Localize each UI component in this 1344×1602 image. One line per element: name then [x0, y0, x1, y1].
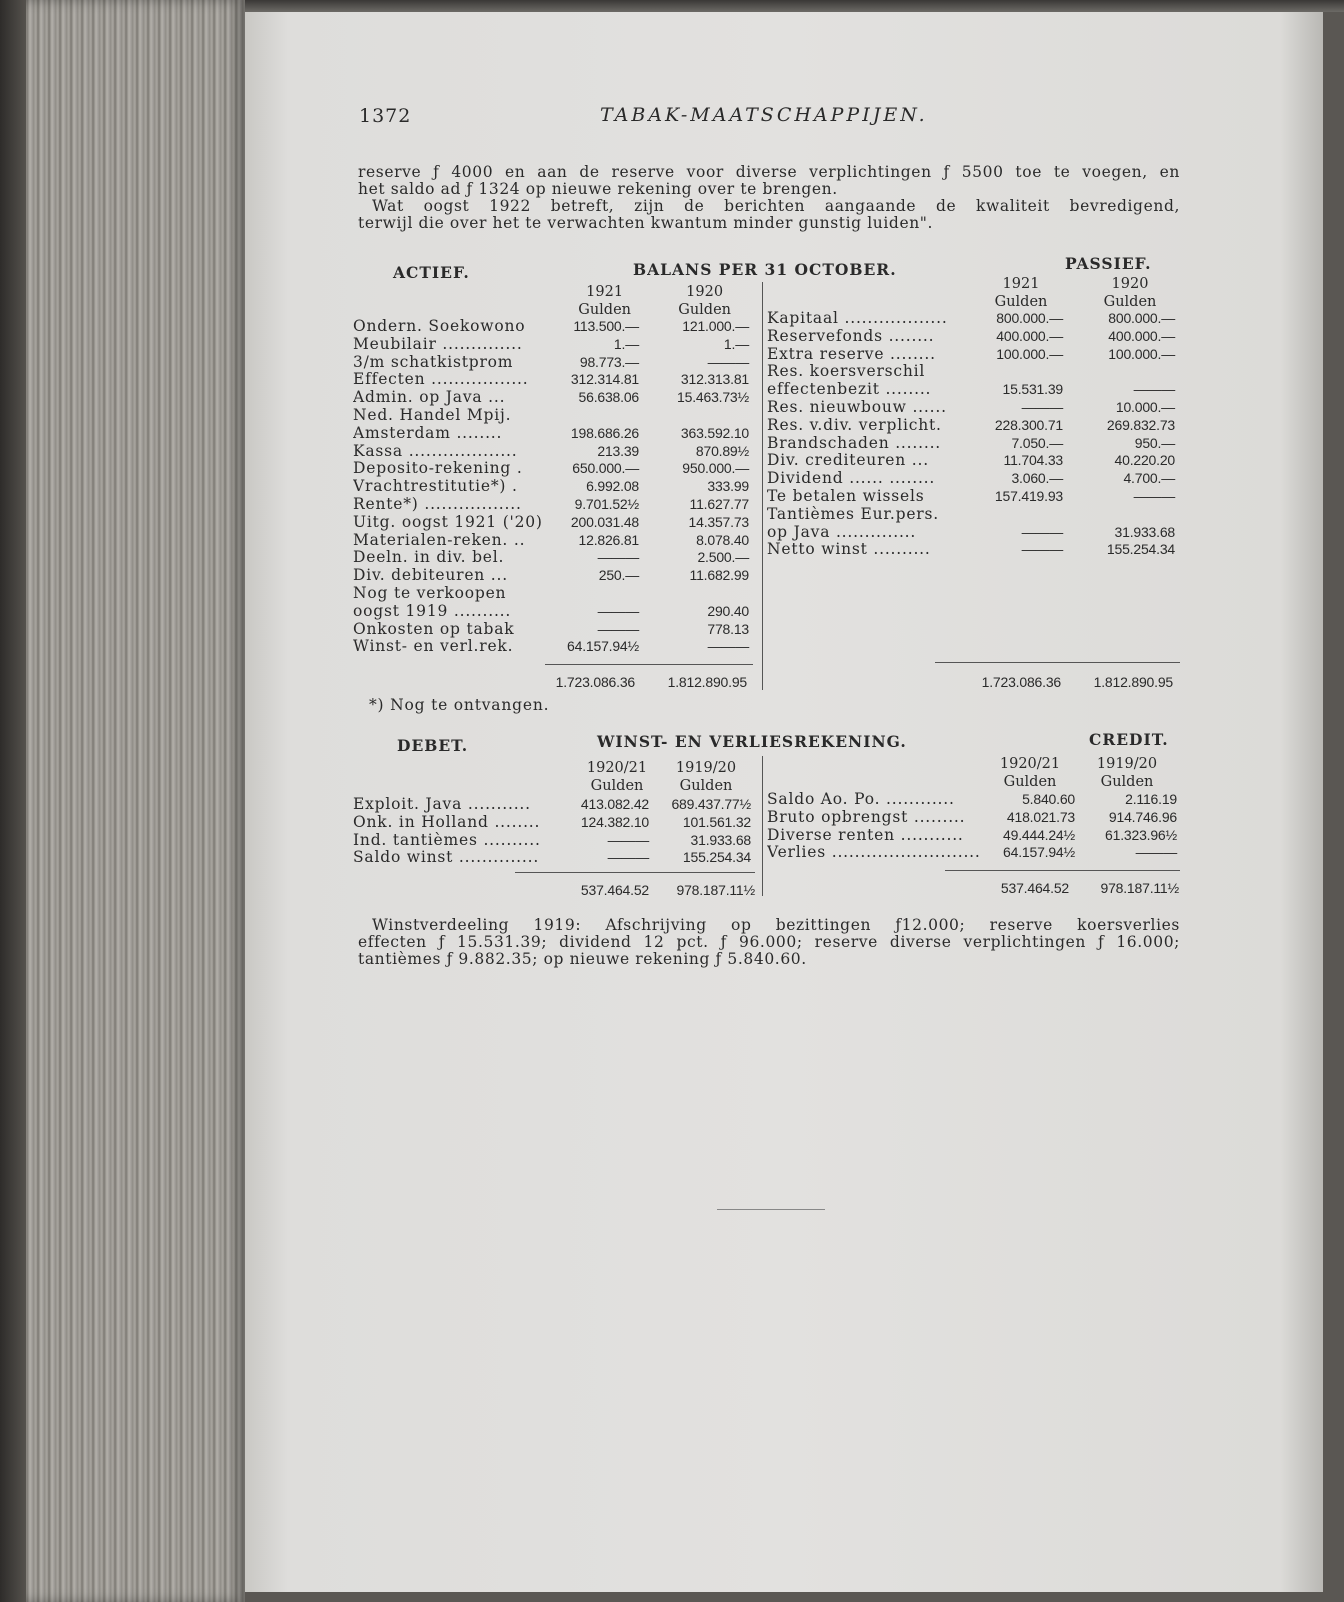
row-value: 6.992.08 — [586, 478, 639, 495]
row-label: Te betalen wissels — [767, 487, 925, 505]
row-label: Deposito-rekening . — [353, 460, 523, 478]
row-label: Brandschaden ........ — [767, 434, 942, 452]
row-label: Deeln. in div. bel. — [353, 549, 505, 567]
table-row — [767, 363, 1175, 381]
row-value: 400.000.— — [996, 327, 1063, 344]
pl-credit-table — [767, 791, 1177, 862]
row-label: Res. nieuwbouw ...... — [767, 398, 947, 416]
total-value: 978.187.11½ — [1100, 880, 1179, 896]
row-value: 2.116.19 — [1125, 791, 1177, 807]
credit-total-rule — [945, 870, 1180, 871]
row-value: 100.000.— — [1108, 345, 1175, 362]
table-row — [353, 849, 751, 867]
row-value: 413.082.42 — [580, 796, 649, 812]
row-value: 870.89½ — [695, 442, 749, 459]
unit-header: Gulden — [678, 301, 731, 318]
book-page-edges — [0, 0, 245, 1602]
row-value — [1063, 506, 1175, 524]
row-value: 418.021.73 — [1006, 808, 1075, 825]
row-label: Dividend ...... ........ — [767, 470, 936, 488]
total-value: 1.723.086.36 — [555, 674, 635, 690]
row-value: 64.157.94½ — [567, 638, 639, 655]
table-row — [353, 318, 749, 336]
pl-debet-label: DEBET. — [397, 736, 469, 755]
unit-header: Gulden — [1100, 773, 1154, 790]
closing-line: Winstverdeeling 1919: Afschrijving op bezittingen ƒ12.000; reserve koersverlies — [372, 916, 1180, 934]
year-header: 1921 — [586, 284, 624, 300]
row-label: Vrachtrestitutie*) . — [353, 478, 518, 496]
unit-header: Gulden — [994, 293, 1048, 310]
row-value: 15.463.73½ — [677, 389, 749, 406]
document-page — [245, 12, 1323, 1592]
table-row — [767, 417, 1175, 435]
row-label: Amsterdam ........ — [353, 424, 503, 442]
table-row — [353, 567, 749, 585]
closing-line: effecten ƒ 15.531.39; dividend 12 pct. ƒ 96.000; reserve diverse verplichtingen ƒ 16.000; — [358, 933, 1180, 951]
row-value — [967, 363, 1063, 381]
intro-line: Wat oogst 1922 betreft, zijn de berichten aangaande de kwaliteit bevredigend, — [372, 197, 1180, 215]
row-value: 56.638.06 — [578, 389, 639, 406]
table-row — [767, 809, 1177, 827]
unit-header: Gulden — [1003, 773, 1057, 790]
balance-divider — [762, 282, 763, 690]
page-number: 1372 — [359, 105, 412, 127]
table-row — [353, 549, 749, 567]
row-value: ——— — [1135, 844, 1177, 861]
pl-credit-header — [983, 756, 1177, 792]
row-label: Saldo winst .............. — [353, 849, 540, 867]
row-label: Admin. op Java ... — [353, 389, 506, 407]
row-value: 200.031.48 — [570, 513, 639, 530]
row-label: 3/m schatkistprom — [353, 353, 514, 371]
closing-paragraph — [358, 917, 1180, 968]
table-row — [767, 488, 1175, 506]
row-value: 213.39 — [597, 442, 639, 459]
row-label: Onk. in Holland ........ — [353, 813, 541, 831]
table-row — [767, 827, 1177, 845]
table-row — [353, 638, 749, 656]
row-value: 98.773.— — [579, 353, 639, 370]
table-row — [353, 389, 749, 407]
row-value: 121.000.— — [682, 318, 749, 334]
row-value: 363.592.10 — [680, 424, 749, 441]
row-label: Tantièmes Eur.pers. — [767, 505, 939, 523]
row-value: 689.437.77½ — [671, 796, 751, 812]
table-row — [767, 506, 1175, 524]
unit-header: Gulden — [1103, 293, 1157, 310]
table-row — [353, 354, 749, 372]
balance-footnote: *) Nog te ontvangen. — [369, 696, 550, 714]
row-value: 11.704.33 — [1003, 452, 1063, 469]
row-value: ——— — [607, 831, 649, 848]
year-header: 1920/21 — [999, 756, 1061, 772]
row-label: Bruto opbrengst ......... — [767, 808, 966, 826]
balance-actief-totals — [545, 674, 747, 692]
table-row — [353, 532, 749, 550]
unit-header: Gulden — [590, 777, 644, 794]
row-value: ——— — [607, 849, 649, 866]
row-value: ——— — [597, 549, 639, 566]
balance-passief-totals — [965, 674, 1173, 692]
table-row — [353, 496, 749, 514]
table-row — [767, 791, 1177, 809]
row-value: 31.933.68 — [690, 831, 751, 848]
row-label: Ind. tantièmes .......... — [353, 831, 541, 849]
row-label: Nog te verkoopen — [353, 584, 507, 602]
table-row — [353, 814, 751, 832]
row-value: ——— — [1133, 487, 1175, 504]
row-value: 650.000.— — [572, 460, 639, 477]
intro-line: terwijl die over het te verwachten kwantum minder gunstig luiden". — [358, 214, 934, 232]
row-value: 312.314.81 — [570, 371, 639, 388]
debet-total-rule — [515, 872, 755, 873]
row-label: Verlies .......................... — [767, 844, 981, 862]
row-label: Materialen-reken. .. — [353, 531, 526, 549]
row-label: Diverse renten ........... — [767, 826, 964, 844]
total-value: 1.723.086.36 — [981, 674, 1061, 690]
unit-header: Gulden — [578, 301, 631, 318]
running-title: TABAK-MAATSCHAPPIJEN. — [600, 104, 928, 126]
total-value: 537.464.52 — [1000, 880, 1069, 896]
balance-passief-label: PASSIEF. — [1065, 254, 1152, 273]
row-value: 64.157.94½ — [1003, 844, 1075, 861]
table-row — [767, 310, 1175, 328]
table-row — [353, 371, 749, 389]
table-row — [767, 844, 1177, 862]
row-value: 9.701.52½ — [574, 495, 639, 512]
year-header: 1921 — [1002, 276, 1040, 292]
row-value — [1063, 363, 1175, 381]
row-label: Meubilair .............. — [353, 335, 523, 353]
row-value — [639, 585, 749, 603]
table-row — [353, 585, 749, 603]
closing-line: tantièmes ƒ 9.882.35; op nieuwe rekening ƒ 5.840.60. — [358, 950, 807, 968]
table-row — [767, 399, 1175, 417]
table-row — [767, 346, 1175, 364]
row-value: 250.— — [598, 567, 639, 584]
row-value: 155.254.34 — [682, 849, 751, 866]
table-row — [353, 796, 751, 814]
row-label: Winst- en verl.rek. — [353, 638, 514, 656]
row-label: Uitg. oogst 1921 ('20) — [353, 513, 543, 531]
row-value — [967, 506, 1063, 524]
row-value — [543, 585, 639, 603]
row-value: 2.500.— — [697, 549, 749, 566]
row-value: 40.220.20 — [1114, 452, 1175, 469]
row-label: Reservefonds ........ — [767, 327, 935, 345]
table-row — [767, 470, 1175, 488]
row-label: Ondern. Soekowono — [353, 318, 526, 335]
balance-actief-label: ACTIEF. — [393, 263, 470, 282]
row-value: 290.40 — [707, 602, 749, 619]
table-row — [353, 443, 749, 461]
row-label: Kassa ................... — [353, 442, 518, 460]
row-value: 778.13 — [707, 620, 749, 637]
table-row — [353, 514, 749, 532]
row-value: 1.— — [613, 335, 639, 352]
pl-debet-totals — [545, 882, 755, 900]
table-row — [767, 541, 1175, 559]
row-value: 124.382.10 — [580, 813, 649, 830]
unit-header: Gulden — [679, 777, 733, 794]
year-header: 1919/20 — [1096, 756, 1158, 772]
row-value: 101.561.32 — [682, 813, 751, 830]
year-header: 1920 — [686, 284, 724, 300]
row-value: 333.99 — [707, 478, 749, 495]
row-value: 3.060.— — [1011, 470, 1063, 487]
row-value: 1.— — [723, 335, 749, 352]
total-value: 1.812.890.95 — [1093, 674, 1173, 690]
row-value: 4.700.— — [1123, 470, 1175, 487]
balance-actief-header — [557, 284, 757, 320]
row-label: Div. crediteuren ... — [767, 452, 929, 470]
row-value: 7.050.— — [1011, 434, 1063, 451]
total-value: 537.464.52 — [580, 882, 649, 898]
row-value: ——— — [707, 353, 749, 370]
pl-debet-table — [353, 796, 751, 867]
row-value: 11.627.77 — [689, 495, 749, 512]
row-value: 15.531.39 — [1002, 381, 1063, 398]
end-rule — [717, 1209, 825, 1210]
row-value: 800.000.— — [1108, 310, 1175, 326]
row-label: Res. koersverschil — [767, 363, 926, 381]
row-value: 950.000.— — [682, 460, 749, 477]
row-value: 914.746.96 — [1108, 808, 1177, 825]
intro-line: reserve ƒ 4000 en aan de reserve voor diverse verplichtingen ƒ 5500 toe te voegen, en — [358, 163, 1180, 181]
row-label: Onkosten op tabak — [353, 620, 515, 638]
row-value: 228.300.71 — [994, 416, 1063, 433]
total-value: 1.812.890.95 — [667, 674, 747, 690]
row-value: ——— — [1021, 398, 1063, 415]
table-row — [767, 328, 1175, 346]
row-value: 400.000.— — [1108, 327, 1175, 344]
table-row — [767, 524, 1175, 542]
row-label: effectenbezit ........ — [767, 381, 932, 399]
pl-title: WINST- EN VERLIESREKENING. — [597, 732, 907, 751]
table-row — [353, 832, 751, 850]
table-row — [353, 603, 749, 621]
row-label: Netto winst .......... — [767, 541, 931, 559]
actief-total-rule — [545, 664, 753, 665]
row-value: 11.682.99 — [689, 567, 749, 584]
row-value: ——— — [1021, 523, 1063, 540]
row-value: 5.840.60 — [1022, 791, 1075, 807]
row-label: Res. v.div. verplicht. — [767, 416, 942, 434]
year-header: 1920/21 — [586, 760, 648, 776]
row-label: Exploit. Java ........... — [353, 796, 531, 813]
row-value — [639, 407, 749, 425]
row-value: ——— — [707, 638, 749, 655]
pl-debet-header — [575, 760, 753, 796]
row-label: Ned. Handel Mpij. — [353, 406, 512, 424]
row-label: Effecten ................. — [353, 371, 529, 389]
row-value: 155.254.34 — [1106, 541, 1175, 558]
row-value: 49.444.24½ — [1003, 826, 1075, 843]
row-label: Rente*) ................. — [353, 495, 522, 513]
passief-total-rule — [935, 662, 1180, 663]
row-value: 113.500.— — [573, 318, 639, 334]
row-value: ——— — [597, 620, 639, 637]
table-row — [353, 621, 749, 639]
balance-title: BALANS PER 31 OCTOBER. — [633, 260, 897, 279]
row-value: 800.000.— — [996, 310, 1063, 326]
row-label: Extra reserve ........ — [767, 345, 936, 363]
table-row — [353, 336, 749, 354]
pl-divider — [762, 756, 763, 896]
row-value: 950.— — [1134, 434, 1175, 451]
pl-credit-totals — [965, 880, 1179, 898]
row-value: ——— — [1133, 381, 1175, 398]
year-header: 1919/20 — [675, 760, 737, 776]
total-value: 978.187.11½ — [676, 882, 755, 898]
row-value: 61.323.96½ — [1105, 826, 1177, 843]
row-value: 269.832.73 — [1106, 416, 1175, 433]
table-row — [767, 381, 1175, 399]
balance-passief-table — [767, 310, 1175, 559]
row-label: oogst 1919 .......... — [353, 602, 512, 620]
intro-paragraph — [358, 164, 1180, 232]
row-value: 100.000.— — [996, 345, 1063, 362]
row-value: ——— — [1021, 541, 1063, 558]
row-label: Kapitaal .................. — [767, 310, 948, 327]
table-row — [767, 435, 1175, 453]
year-header: 1920 — [1111, 276, 1149, 292]
row-value: 198.686.26 — [570, 424, 639, 441]
table-row — [353, 478, 749, 496]
row-value: 8.078.40 — [696, 531, 749, 548]
row-label: Div. debiteuren ... — [353, 567, 508, 585]
row-value: ——— — [597, 602, 639, 619]
row-value: 31.933.68 — [1114, 523, 1175, 540]
table-row — [353, 460, 749, 478]
row-value: 312.313.81 — [680, 371, 749, 388]
row-value: 12.826.81 — [578, 531, 639, 548]
table-row — [353, 425, 749, 443]
table-row — [767, 452, 1175, 470]
balance-passief-header — [968, 276, 1188, 312]
intro-line: het saldo ad ƒ 1324 op nieuwe rekening over te brengen. — [358, 180, 838, 198]
row-label: op Java .............. — [767, 523, 917, 541]
row-value: 157.419.93 — [994, 487, 1063, 504]
table-row — [353, 407, 749, 425]
balance-actief-table — [353, 318, 749, 656]
row-value: 14.357.73 — [688, 513, 749, 530]
row-value: 10.000.— — [1115, 398, 1175, 415]
pl-credit-label: CREDIT. — [1089, 730, 1169, 749]
row-label: Saldo Ao. Po. ............ — [767, 791, 955, 808]
row-value — [543, 407, 639, 425]
